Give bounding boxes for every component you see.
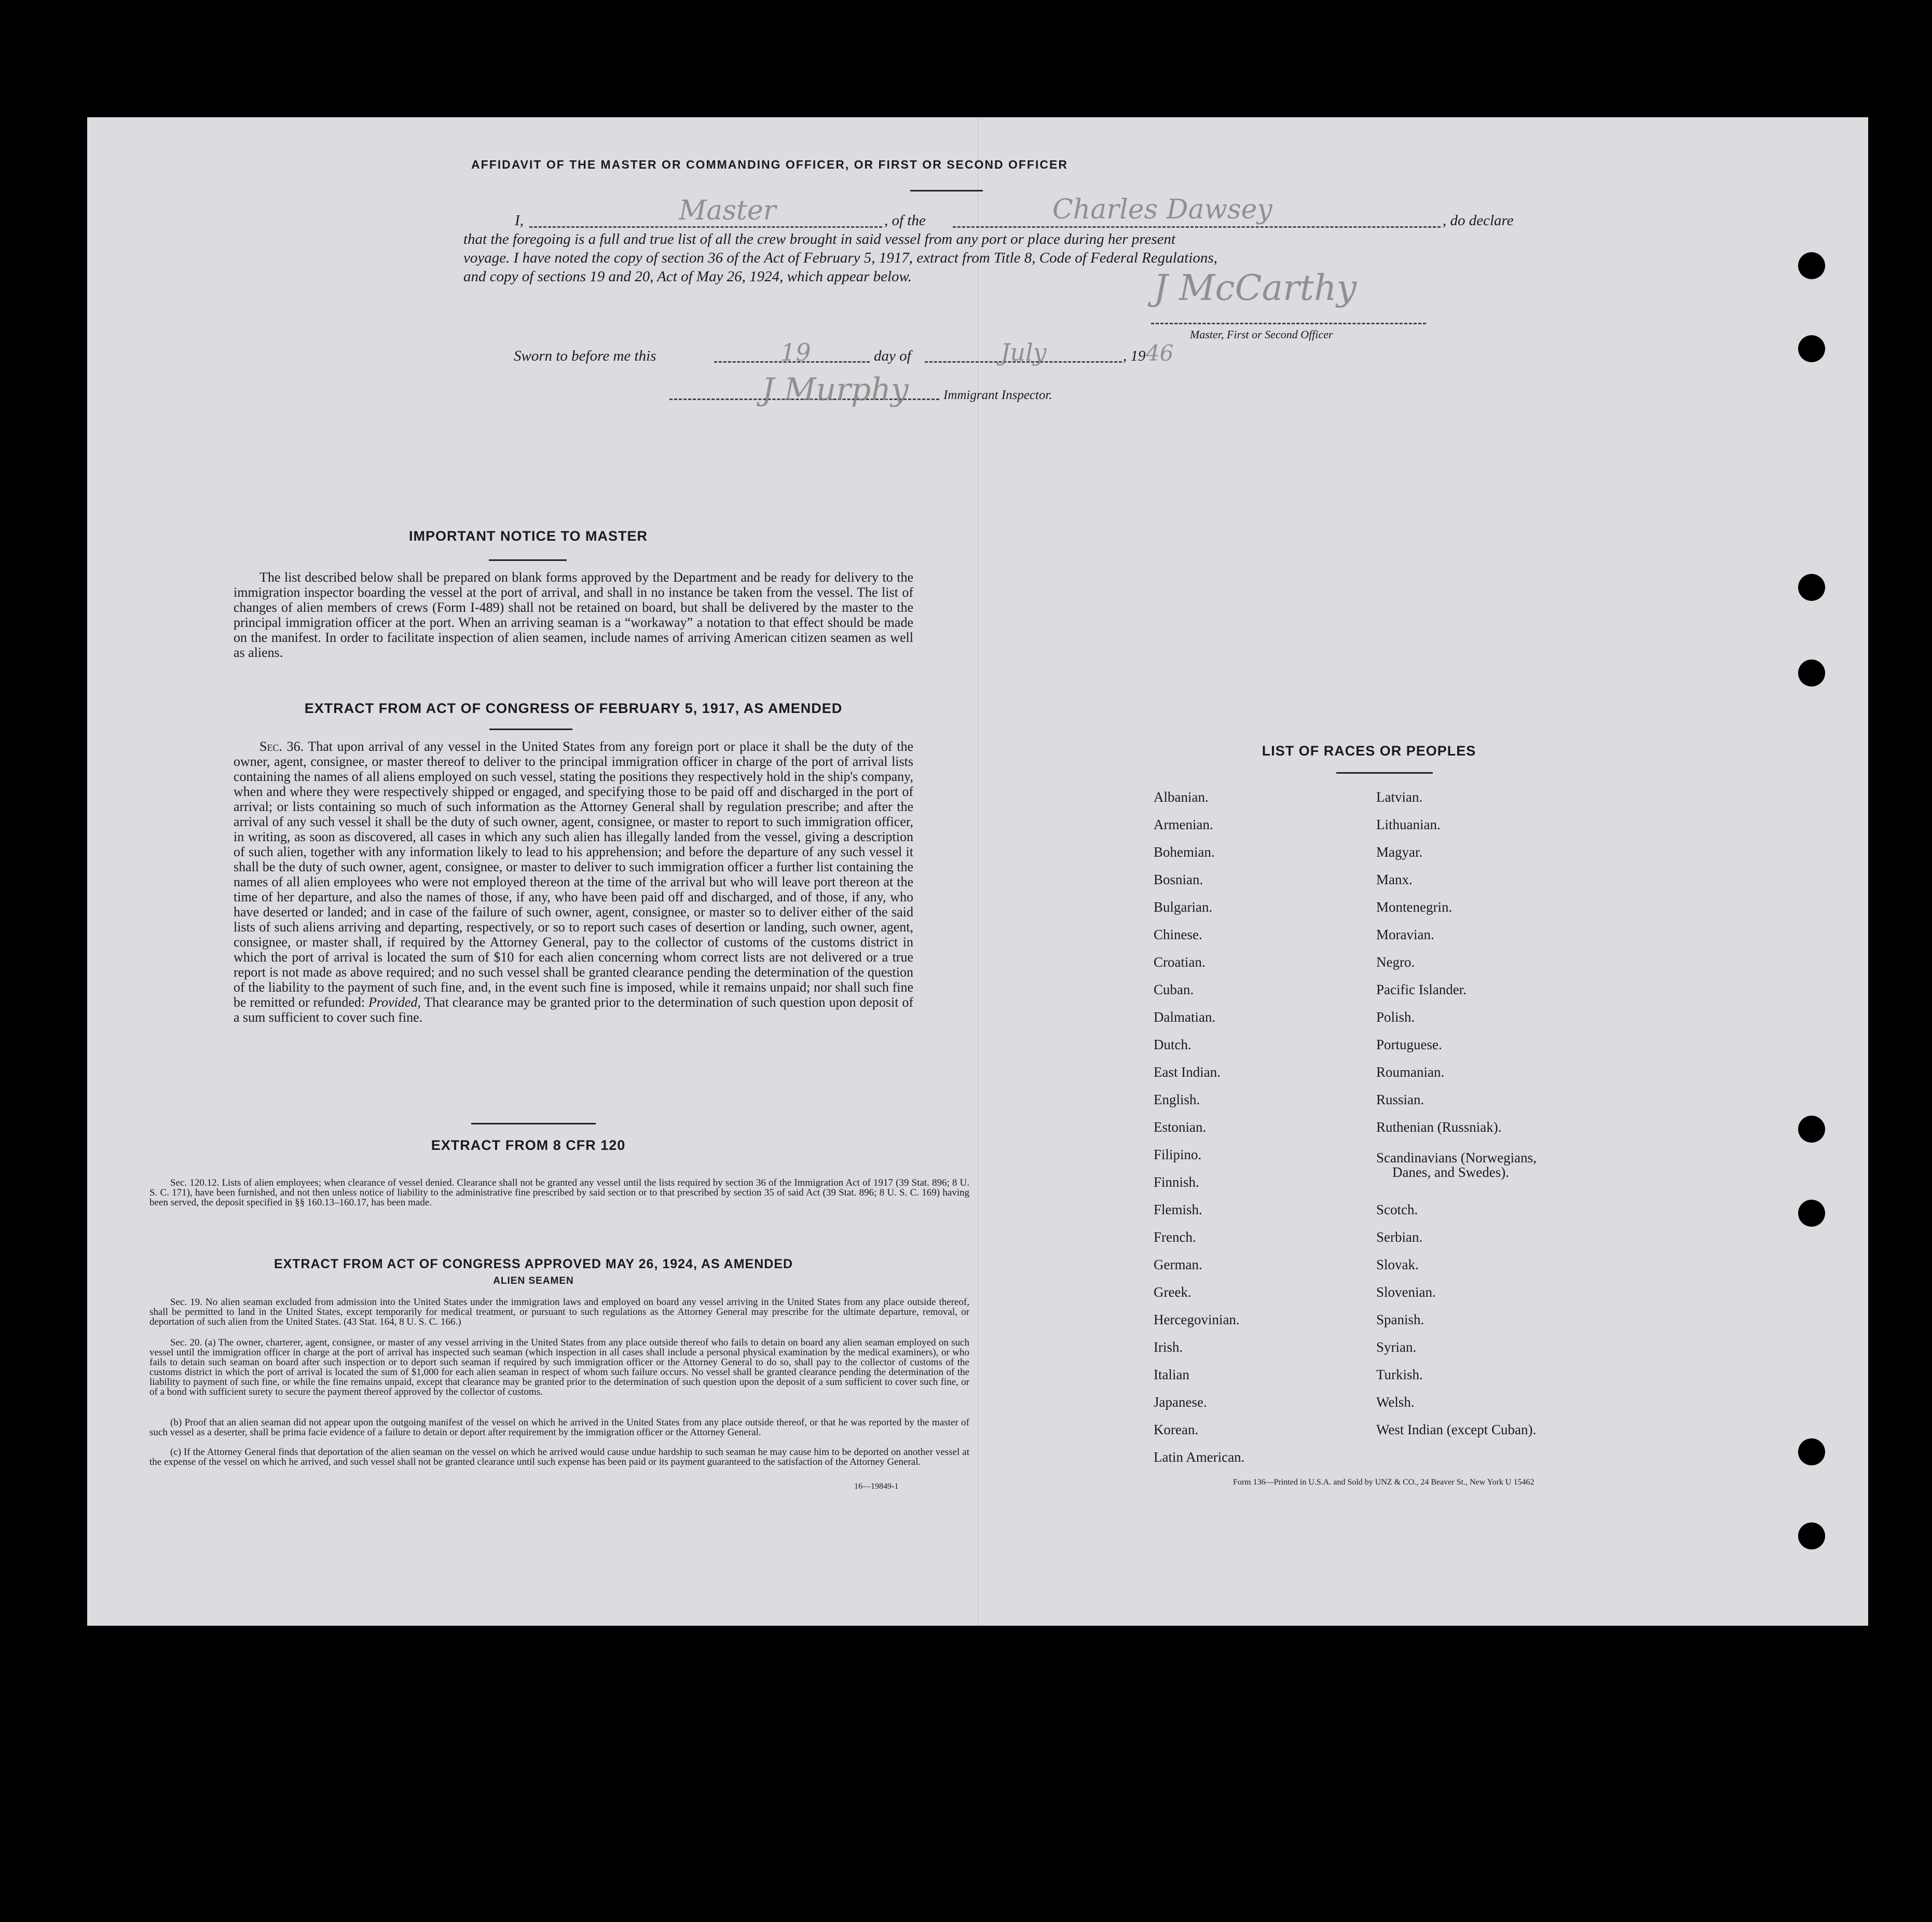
form-page [87,117,1868,1626]
race-item: Scandinavians (Norwegians, [1376,1150,1537,1165]
race-item: Turkish. [1376,1367,1423,1382]
vessel-line [953,226,1441,228]
race-item: Flemish. [1154,1202,1202,1217]
race-item: East Indian. [1154,1064,1221,1080]
race-item: Latin American. [1154,1449,1245,1465]
cfr-text: Sec. 120.12. Lists of alien employees; when clearance of vessel denied. Clearance shall not be granted any vessel until the lists required by section 36 of the Immigration Act of 1917 (39 Stat. 896; 8 U. S. C. 171), have been furnished, and not then unless notice of liability to the administrative fine prescribed by said section or to that prescribed by section 35 of said Act (39 Stat. 896; 8 U. S. C. 169) having been served, the deposit specified in §§ 160.13–160.17, has been made. [149,1177,969,1208]
affidavit-line2: that the foregoing is a full and true list of all the crew brought in said vessel from any port or place during her present [463,231,1176,248]
race-item: Slovak. [1376,1257,1419,1272]
divider [471,1123,596,1124]
sec20c-text: (c) If the Attorney General finds that deportation of the alien seaman on the vessel on which he arrived would cause undue hardship to such seaman he may cause him to be deported on another vessel at the expense of the vessel on which he arrived, and such vessel shall not be granted clearance until such expense has been paid or its payment guaranteed to the satisfaction of the Attorney General. [149,1447,969,1467]
extract1924-subtitle: ALIEN SEAMEN [493,1275,574,1286]
race-item: Armenian. [1154,817,1213,832]
master-caption: Master, First or Second Officer [1190,328,1333,341]
punch-hole [1798,574,1825,601]
race-item: Hercegovinian. [1154,1312,1240,1327]
punch-hole [1798,1522,1825,1549]
punch-hole [1798,660,1825,687]
race-item: Welsh. [1376,1394,1415,1410]
divider [910,190,983,191]
affidavit-do-declare: , do declare [1443,212,1514,229]
divider [1336,772,1433,774]
role-line [529,226,882,228]
race-item: Moravian. [1376,927,1434,942]
race-item: Greek. [1154,1284,1191,1300]
inspector-caption: Immigrant Inspector. [943,388,1052,402]
punch-hole [1798,335,1825,362]
race-item: Roumanian. [1376,1064,1445,1080]
race-item: Danes, and Swedes). [1392,1164,1509,1180]
extract1917-title: EXTRACT FROM ACT OF CONGRESS OF FEBRUARY 5, 1917, AS AMENDED [304,701,843,716]
provided-word: Provided, [368,995,421,1010]
punch-hole [1798,1200,1825,1227]
race-item: Cuban. [1154,982,1194,997]
role-handwriting: Master [679,195,776,226]
race-item: English. [1154,1092,1200,1107]
month-handwriting: July [1001,338,1047,366]
inspector-signature: J Murphy [762,372,909,408]
race-item: Spanish. [1376,1312,1424,1327]
race-item: Portuguese. [1376,1037,1442,1052]
master-signature: J McCarthy [1154,268,1357,309]
race-item: Korean. [1154,1422,1199,1437]
notice-text: The list described below shall be prepared on blank forms approved by the Department and be ready for delivery to the immigration inspector boarding the vessel at the port of arrival, and shall in no instance be taken from the vessel. The list of changes of alien members of crews (Form I-489) shall not be retained on board, but shall be delivered by the master to the principal immigration officer at the port. When an arriving seaman is a “workaway” a notation to that effect should be made on the manifest. In order to facilitate inspection of alien seamen, include names of arriving American citizen seamen as well as aliens. [234,570,913,660]
day-handwriting: 19 [780,338,811,366]
race-item: Manx. [1376,872,1413,887]
year-prefix: , 19 [1123,348,1146,364]
race-item: Irish. [1154,1339,1183,1355]
day-of-text: day of [874,348,911,364]
year-handwriting: 46 [1146,340,1174,366]
extract1924-title: EXTRACT FROM ACT OF CONGRESS APPROVED MAY 26, 1924, AS AMENDED [273,1257,793,1271]
affidavit-of-the: , of the [884,212,926,229]
race-item: Filipino. [1154,1147,1202,1162]
race-item: Negro. [1376,954,1415,970]
race-item: French. [1154,1229,1196,1245]
punch-hole [1798,1438,1825,1465]
race-item: Ruthenian (Russniak). [1376,1119,1502,1135]
extract1917-text [234,739,913,1025]
sec36-label: Sec. 36. [259,739,304,754]
race-item: Polish. [1376,1009,1415,1025]
cfr-title: EXTRACT FROM 8 CFR 120 [431,1137,626,1153]
fold-line [978,117,979,1626]
race-item: Estonian. [1154,1119,1207,1135]
race-item: Croatian. [1154,954,1205,970]
affidavit-i: I, [515,212,524,229]
race-item: Magyar. [1376,844,1423,860]
sec36-text-end: That clearance may be granted prior to the determination of such question upon deposit of a sum sufficient to cover such fine. [234,995,914,1025]
race-item: Bohemian. [1154,844,1215,860]
race-item: Japanese. [1154,1394,1207,1410]
race-item: Bosnian. [1154,872,1203,887]
race-item: Finnish. [1154,1174,1199,1190]
race-item: Montenegrin. [1376,899,1453,915]
race-item: Syrian. [1376,1339,1417,1355]
sec20b-text: (b) Proof that an alien seaman did not appear upon the outgoing manifest of the vessel on which he arrived in the United States from any place outside thereof, or that he was reported by the master of such vessel as a deserter, shall be prima facie evidence of a failure to detain or deport after requirement by the immigration officer or the Attorney General. [149,1417,969,1438]
punch-hole [1798,1116,1825,1143]
sec19-text: Sec. 19. No alien seaman excluded from admission into the United States under the immigration laws and employed on board any vessel arriving in the United States from any place outside thereof, shall be permitted to land in the United States, except temporarily for medical treatment, or pursuant to such regulations as the Attorney General may prescribe for the ultimate departure, removal, or deportation of such alien from the United States. (43 Stat. 164, 8 U. S. C. 166.) [149,1297,969,1327]
race-item: West Indian (except Cuban). [1376,1422,1537,1437]
race-item: Pacific Islander. [1376,982,1467,997]
notice-title: IMPORTANT NOTICE TO MASTER [409,528,648,544]
race-item: Bulgarian. [1154,899,1213,915]
affidavit-line3: voyage. I have noted the copy of section 36 of the Act of February 5, 1917, extract from Title 8, Code of Federal Regulations, [463,250,1217,266]
form-code: 16—19849-1 [854,1482,899,1491]
race-item: Dutch. [1154,1037,1191,1052]
vessel-handwriting: Charles Dawsey [1052,194,1272,225]
race-item: Dalmatian. [1154,1009,1216,1025]
race-item: Lithuanian. [1376,817,1441,832]
master-signature-line [1151,323,1426,324]
race-item: Italian [1154,1367,1189,1382]
form-footer: Form 136—Printed in U.S.A. and Sold by UNZ & CO., 24 Beaver St., New York U 15462 [1233,1478,1534,1487]
divider [489,559,567,561]
affidavit-title: AFFIDAVIT OF THE MASTER OR COMMANDING OFFICER, OR FIRST OR SECOND OFFICER [471,158,1068,171]
divider [489,729,572,730]
punch-hole [1798,252,1825,279]
race-item: Chinese. [1154,927,1202,942]
race-item: Slovenian. [1376,1284,1436,1300]
race-item: Serbian. [1376,1229,1423,1245]
race-item: Latvian. [1376,789,1423,805]
races-title: LIST OF RACES OR PEOPLES [1262,743,1476,759]
sec20a-text: Sec. 20. (a) The owner, charterer, agent, consignee, or master of any vessel arriving in the United States from any place outside thereof who fails to detain on board any alien seaman employed on such vessel until the immigration officer in charge at the port of arrival has inspected such seaman (which inspection in all cases shall include a personal physical examination by the medical examiners), or who fails to detain such seaman on board after such inspection or to deport such seaman if required by such immigration officer or the Attorney General to do so, shall pay to the collector of customs of the customs district in which the port of arrival is located the sum of $1,000 for each alien seaman in respect of whom such failure occurs. No vessel shall be granted clearance pending the determination of the liability to payment of such fine, or while the fine remains unpaid, except that clearance may be granted prior to the determination of such question upon the deposit of a sum sufficient to cover such fine, or of a bond with sufficient surety to secure the payment thereof approved by the collector of customs. [149,1337,969,1397]
race-item: Albanian. [1154,789,1209,805]
race-item: Scotch. [1376,1202,1418,1217]
sec36-text: That upon arrival of any vessel in the United States from any foreign port or place it shall be the duty of the owner, agent, consignee, or master thereof to deliver to the principal immigration officer in charge of the port of arrival lists containing the names of all aliens employed on such vessel, stating the positions they respectively hold in the ship's company, when and where they were respectively shipped or engaged, and specifying those to be paid off and discharged in the port of arrival; or lists containing so much of such information as the Attorney General shall by regulation prescribe; and after the arrival of any such vessel it shall be the duty of such owner, agent, consignee, or master to report to such immigration officer, in writing, as soon as discovered, all cases in which any such alien has illegally landed from the vessel, giving a description of such alien, together with any information likely to lead to his apprehension; and before the departure of any such vessel it shall be the duty of such owner, agent, consignee, or master to deliver to such immigration officer a further list containing the names of all alien employees who were not employed thereon at the time of the arrival but who will leave port thereon at the time of her departure, and also the names of those, if any, who have been paid off and discharged, and of those, if any, who have deserted or landed; and in case of the failure of such owner, agent, consignee, or master so to deliver either of the said lists of such aliens arriving and departing, respectively, or so to report such cases of desertion or landing, such owner, agent, consignee, or master shall, if required by the Attorney General, pay to the collector of customs of the customs district in which the port of arrival is located the sum of $10 for each alien concerning whom correct lists are not delivered or a true report is not made as above required; and no such vessel shall be granted clearance pending the determination of the question of the liability to the payment of such fine, and, in the event such fine is imposed, while it remains unpaid; nor shall such fine be remitted or refunded: [234,739,913,1010]
race-item: German. [1154,1257,1202,1272]
sworn-text: Sworn to before me this [514,348,656,364]
affidavit-line4: and copy of sections 19 and 20, Act of May 26, 1924, which appear below. [463,268,912,285]
race-item: Russian. [1376,1092,1424,1107]
